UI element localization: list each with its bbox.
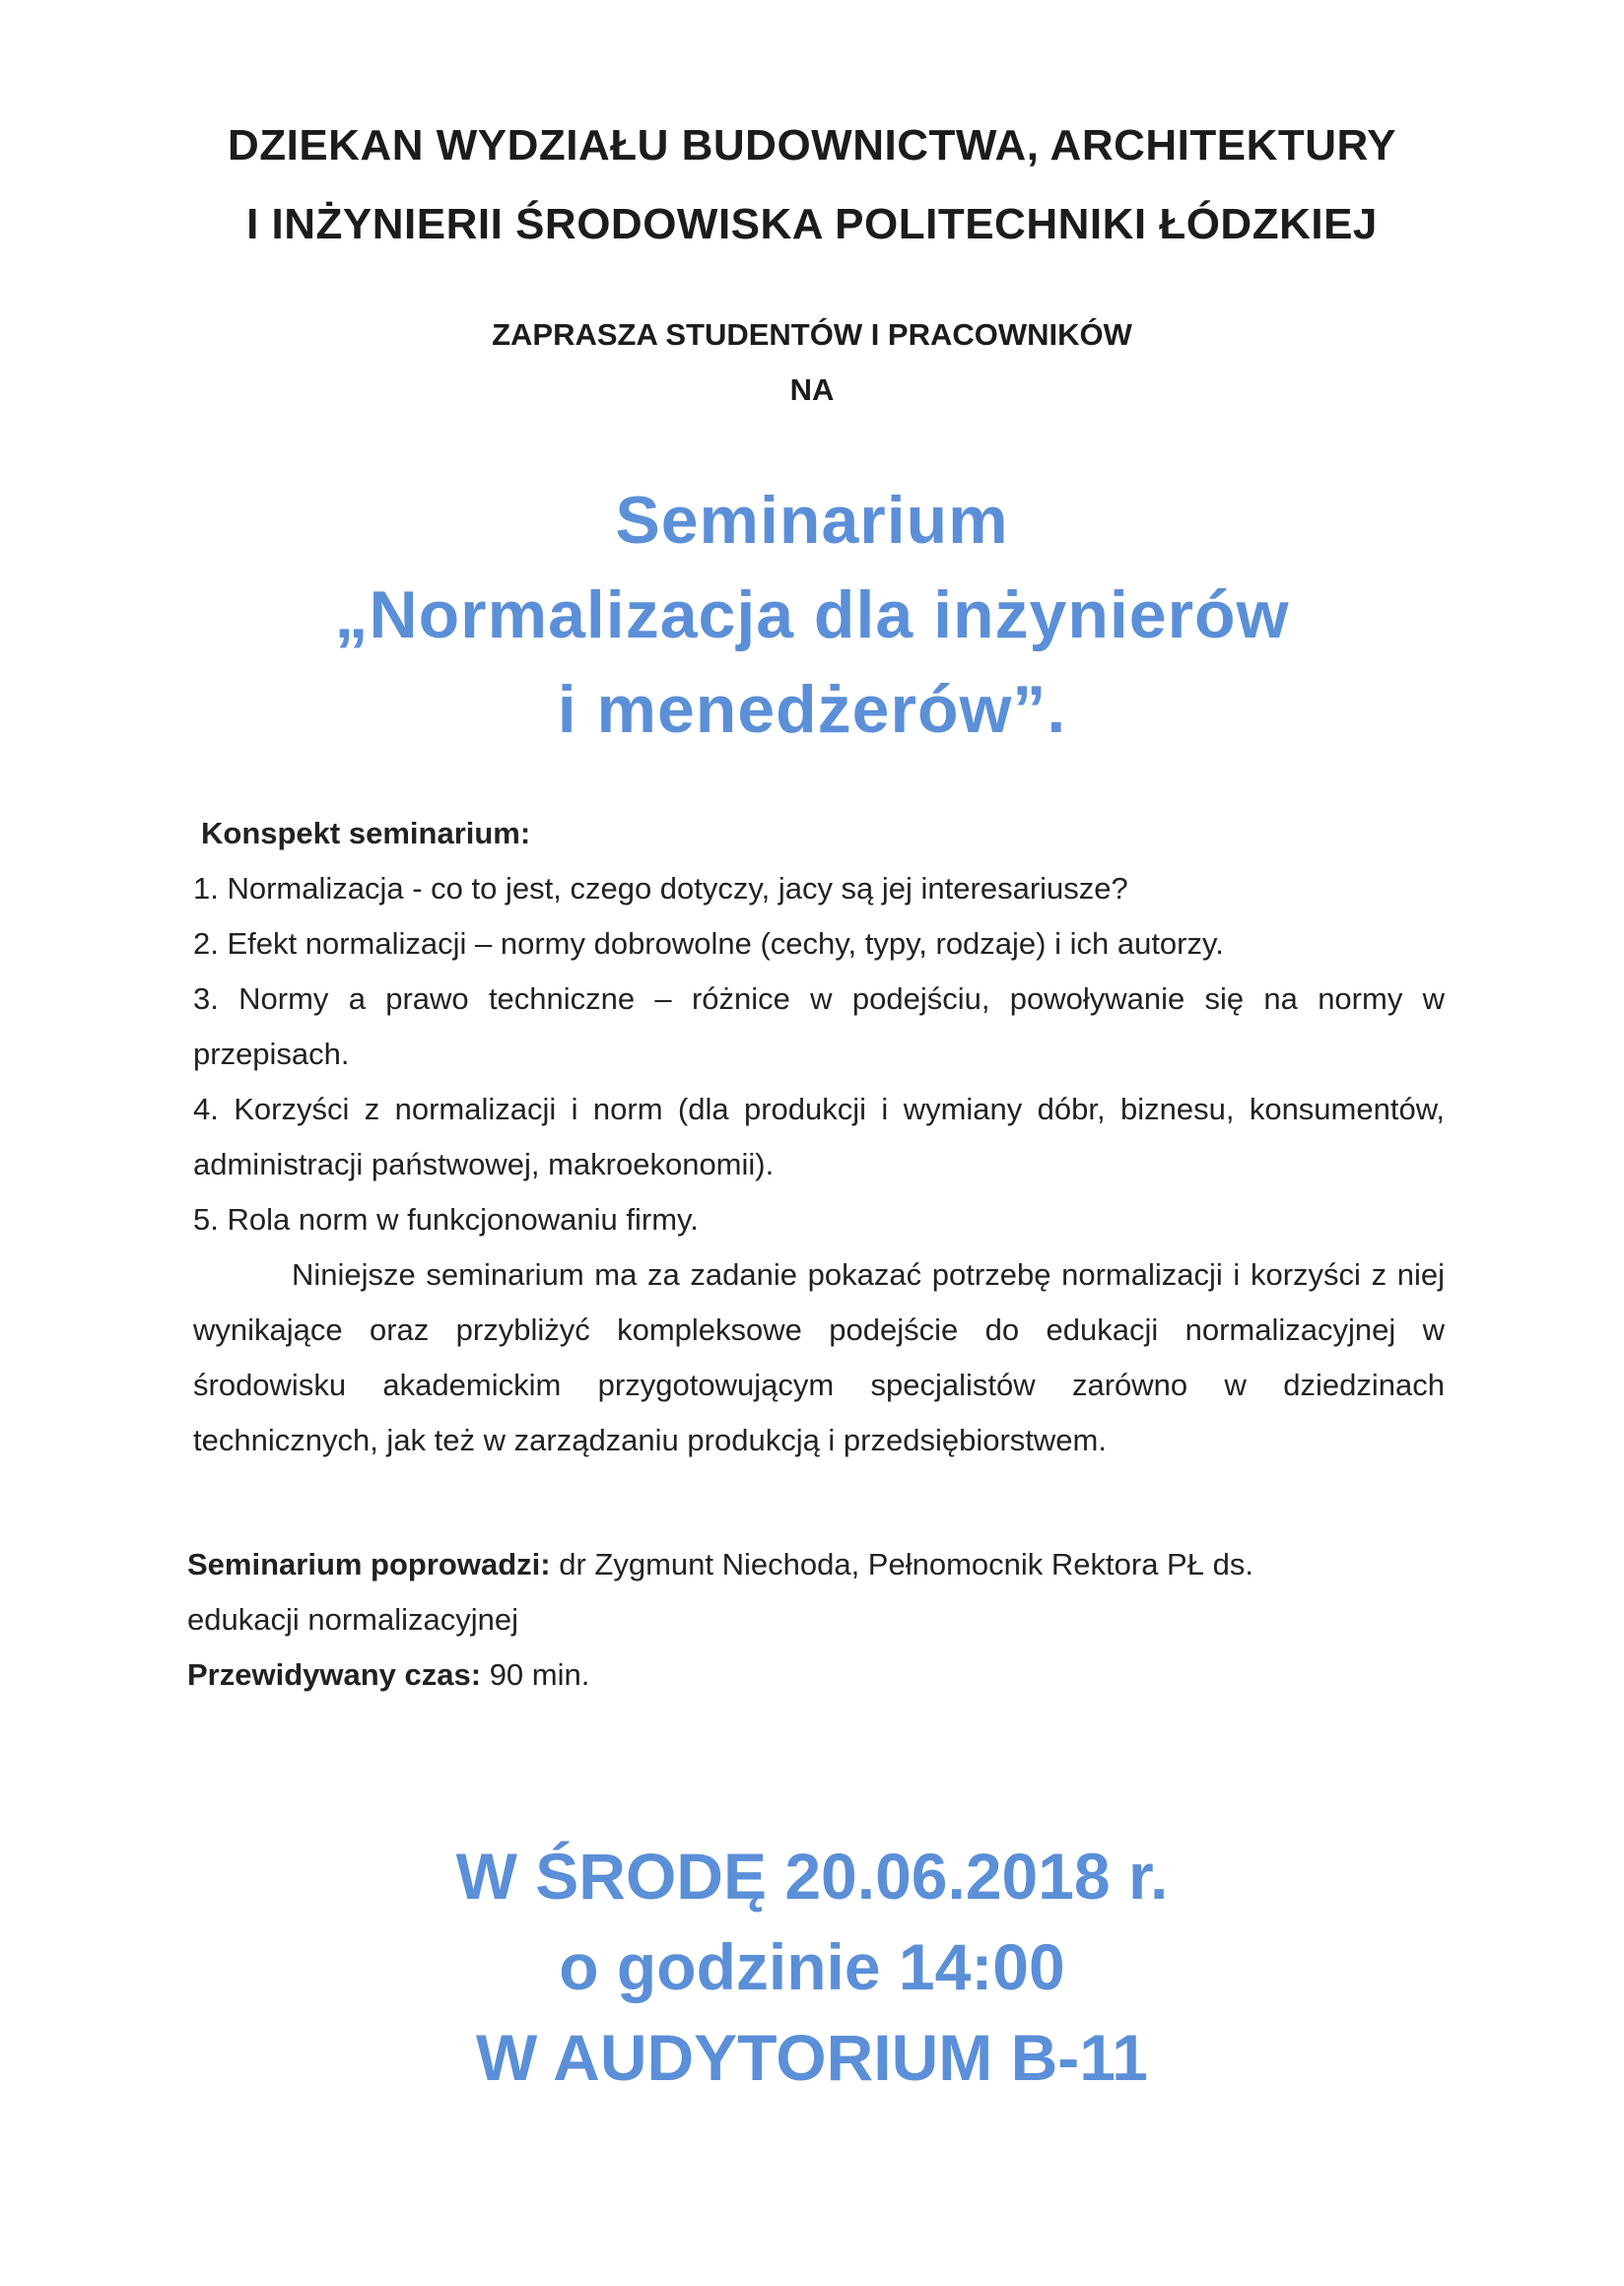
- outline-heading: Konspekt seminarium:: [201, 816, 531, 850]
- faculty-header-line-2: I INŻYNIERII ŚRODOWISKA POLITECHNIKI ŁÓDZKIEJ: [246, 200, 1378, 248]
- invitation-line-1: ZAPRASZA STUDENTÓW I PRACOWNIKÓW: [492, 317, 1132, 352]
- outline-item: 5. Rola norm w funkcjonowaniu firmy.: [193, 1202, 699, 1237]
- event-date: W ŚRODĘ 20.06.2018 r.: [455, 1840, 1169, 1913]
- seminar-title-line-3: i menedżerów”.: [557, 672, 1067, 747]
- seminar-time-label: Przewidywany czas:: [187, 1657, 482, 1692]
- invitation-text: [0, 307, 1624, 418]
- faculty-header: [0, 106, 1624, 264]
- seminar-outline: [193, 806, 1445, 1468]
- seminar-lead-label: Seminarium poprowadzi:: [187, 1547, 551, 1581]
- seminar-time-line: [187, 1647, 1370, 1703]
- event-location: W AUDYTORIUM B-11: [475, 2021, 1149, 2094]
- faculty-header-line-1: DZIEKAN WYDZIAŁU BUDOWNICTWA, ARCHITEKTURY: [227, 121, 1397, 169]
- outline-item: 2. Efekt normalizacji – normy dobrowolne (cechy, typy, rodzaje) i ich autorzy.: [193, 926, 1224, 961]
- outline-item: 3. Normy a prawo techniczne – różnice w podejściu, powoływanie się na normy w przepisach.: [193, 981, 1445, 1071]
- outline-paragraph: Niniejsze seminarium ma za zadanie pokazać potrzebę normalizacji i korzyści z niej wynikające oraz przybliżyć kompleksowe podejście do edukacji normalizacyjnej w środowisku akademickim przygotowującym specjalistów zarówno w dziedzinach technicznych, jak też w zarządzaniu produkcją i przedsiębiorstwem.: [193, 1257, 1445, 1457]
- outline-item: 1. Normalizacja - co to jest, czego dotyczy, jacy są jej interesariusze?: [193, 871, 1128, 906]
- seminar-lead-line: [187, 1537, 1370, 1647]
- outline-item: 4. Korzyści z normalizacji i norm (dla produkcji i wymiany dóbr, biznesu, konsumentów, administracji państwowej, makroekonomii).: [193, 1092, 1445, 1181]
- invitation-line-2: NA: [789, 372, 835, 407]
- seminar-title-line-1: Seminarium: [615, 483, 1009, 558]
- event-info: [0, 1831, 1624, 2103]
- seminar-lead-value: dr Zygmunt Niechoda, Pełnomocnik Rektora PŁ ds. edukacji normalizacyjnej: [187, 1547, 1253, 1637]
- seminar-title-line-2: „Normalizacja dla inżynierów: [334, 577, 1290, 652]
- event-time: o godzinie 14:00: [559, 1930, 1065, 2003]
- seminar-time-value: 90 min.: [481, 1657, 590, 1692]
- seminar-title: [0, 473, 1624, 757]
- seminar-details: [187, 1537, 1370, 1703]
